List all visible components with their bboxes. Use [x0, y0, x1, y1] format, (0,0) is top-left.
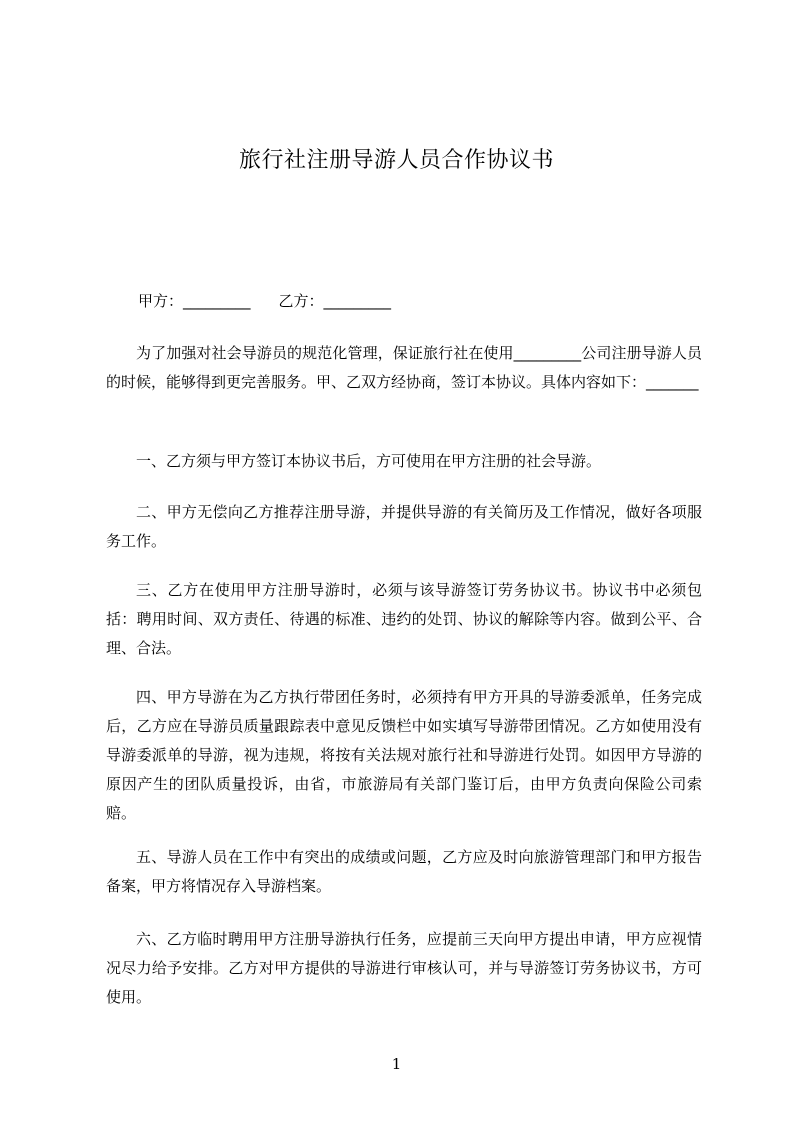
intro-paragraph: 为了加强对社会导游员的规范化管理，保证旅行社在使用_________公司注册导游人员的时候，能够得到更完善服务。甲、乙双方经协商，签订本协议。具体内容如下：_______ — [106, 344, 702, 391]
clause-4: 四、甲方导游在为乙方执行带团任务时，必须持有甲方开具的导游委派单，任务完成后，乙方应在导游员质量跟踪表中意见反馈栏中如实填写导游带团情况。乙方如使用没有导游委派单的导游，视为违规，将按有关法规对旅行社和导游进行处罚。如因甲方导游的原因产生的团队质量投诉，由省，市旅游局有关部门鉴订后，由甲方负责向保险公司索赔。 — [106, 688, 702, 822]
party-b-field: 乙方：_________ — [278, 292, 392, 310]
clause-3: 三、乙方在使用甲方注册导游时，必须与该导游签订劳务协议书。协议书中必须包括：聘用时间、双方责任、待遇的标准、违约的处罚、协议的解除等内容。做到公平、合理、合法。 — [106, 581, 702, 657]
clause-1: 一、乙方须与甲方签订本协议书后，方可使用在甲方注册的社会导游。 — [136, 452, 602, 470]
clause-5: 五、导游人员在工作中有突出的成绩或问题，乙方应及时向旅游管理部门和甲方报告备案，甲方将情况存入导游档案。 — [106, 848, 702, 895]
page-number: 1 — [391, 1055, 402, 1073]
document-title: 旅行社注册导游人员合作协议书 — [238, 148, 554, 173]
clause-2: 二、甲方无偿向乙方推荐注册导游，并提供导游的有关简历及工作情况，做好各项服务工作。 — [106, 503, 702, 550]
parties-line — [138, 290, 391, 311]
party-a-field: 甲方：_________ — [138, 292, 251, 310]
clause-6: 六、乙方临时聘用甲方注册导游执行任务，应提前三天向甲方提出申请，甲方应视情况尽力给予安排。乙方对甲方提供的导游进行审核认可，并与导游签订劳务协议书，方可使用。 — [106, 930, 702, 1006]
